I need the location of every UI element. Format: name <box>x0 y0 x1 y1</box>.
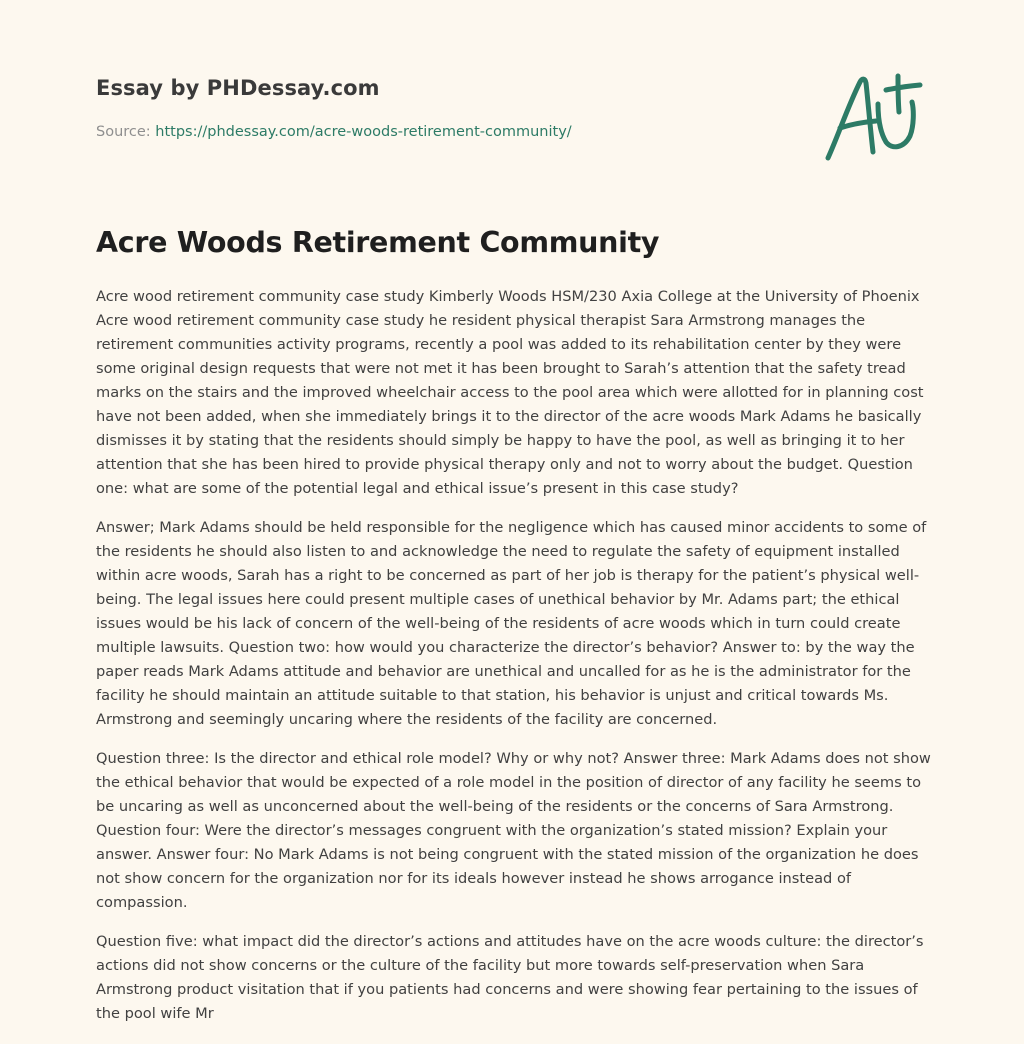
a-plus-logo-icon <box>818 66 928 166</box>
essay-title: Acre Woods Retirement Community <box>96 226 660 259</box>
essay-body <box>96 285 932 1041</box>
essay-paragraph: Question three: Is the director and ethical role model? Why or why not? Answer three: Mark Adams does not show the ethical behavior that would be expected of a role model in the position of director of any facility he seems to be uncaring as well as unconcerned about the well-being of the residents or the concerns of Sara Armstrong. Question four: Were the director’s messages congruent with the organization’s stated mission? Explain your answer. Answer four: No Mark Adams is not being congruent with the stated mission of the organization he does not show concern for the organization nor for its ideals however instead he shows arrogance instead of compassion. <box>96 750 931 911</box>
essay-paragraph: Answer; Mark Adams should be held responsible for the negligence which has caused minor accidents to some of the residents he should also listen to and acknowledge the need to regulate the safety of equipment installed within acre woods, Sarah has a right to be concerned as part of her job is therapy for the patient’s physical well-being. The legal issues here could present multiple cases of unethical behavior by Mr. Adams part; the ethical issues would be his lack of concern of the well-being of the residents of acre woods which in turn could create multiple lawsuits. Question two: how would you characterize the director’s behavior? Answer to: by the way the paper reads Mark Adams attitude and behavior are unethical and uncalled for as he is the administrator for the facility he should maintain an attitude suitable to that station, his behavior is unjust and critical towards Ms. Armstrong and seemingly uncaring where the residents of the facility are concerned. <box>96 519 927 728</box>
source-line <box>96 124 572 140</box>
essay-paragraph: Question five: what impact did the director’s actions and attitudes have on the acre woods culture: the director’s actions did not show concerns or the culture of the facility but more towards self-preservation when Sara Armstrong product visitation that if you patients had concerns and were showing fear pertaining to the issues of the pool wife Mr <box>96 933 924 1022</box>
source-link[interactable]: https://phdessay.com/acre-woods-retirement-community/ <box>155 124 572 140</box>
source-label: Source: <box>96 124 151 140</box>
essay-paragraph: Acre wood retirement community case study Kimberly Woods HSM/230 Axia College at the University of Phoenix Acre wood retirement community case study he resident physical therapist Sara Armstrong manages the retirement communities activity programs, recently a pool was added to its rehabilitation center by they were some original design requests that were not met it has been brought to Sarah’s attention that the safety tread marks on the stairs and the improved wheelchair access to the pool area which were allotted for in planning cost have not been added, when she immediately brings it to the director of the acre woods Mark Adams he basically dismisses it by stating that the residents should simply be happy to have the pool, as well as bringing it to her attention that she has been hired to provide physical therapy only and not to worry about the budget. Question one: what are some of the potential legal and ethical issue’s present in this case study? <box>96 288 924 497</box>
site-title: Essay by PHDessay.com <box>96 76 380 100</box>
